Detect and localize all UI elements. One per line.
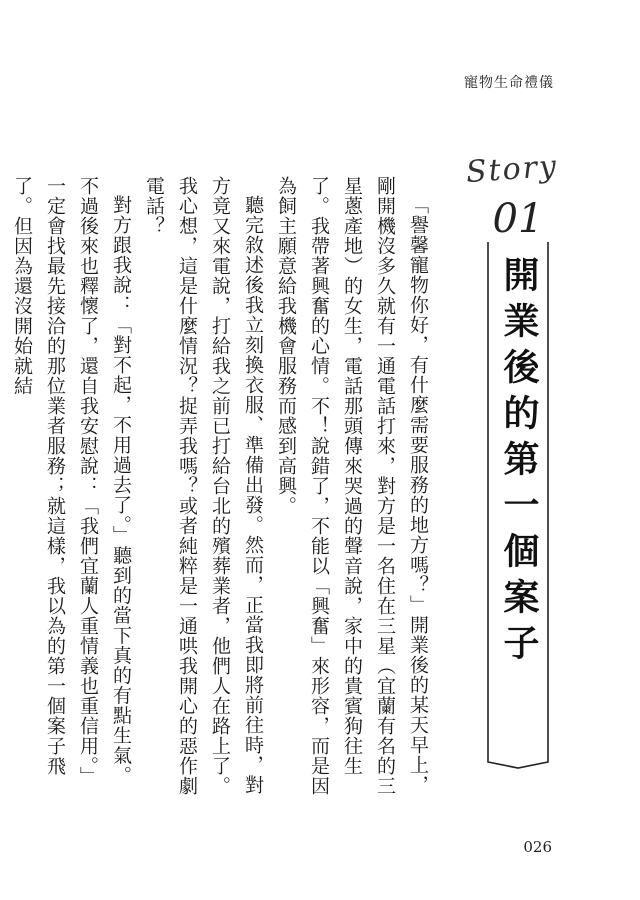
body-text — [11, 176, 434, 796]
page-number: 026 — [523, 838, 552, 856]
chapter-number: 01 — [492, 196, 544, 242]
running-head: 寵物生命禮儀 — [464, 75, 554, 91]
story-tag: Story — [464, 148, 560, 191]
paragraph: 聽完敘述後我立刻換衣服、準備出發。然而，正當我即將前往時，對方竟又來電說，打給我之前已打給台北的殯葬業者，他們人在路上了。我心想，這是什麼情況？捉弄我嗎？或者純粹是一通哄我開心的惡作劇電話？ — [143, 176, 264, 796]
chapter-title: 開業後的第一個案子 — [498, 256, 539, 670]
paragraph: 對方跟我說：「對不起，不用過去了。」聽到的當下真的有點生氣。不過後來也釋懷了，還自我安慰說：「我們宜蘭人重情義也重信用。」一定會找最先接洽的那位業者服務；就這樣，我以為的第一個案子飛了。但因為還沒開始就結 — [11, 176, 132, 787]
chapter-title-box — [484, 196, 552, 770]
paragraph: 「譽馨寵物你好，有什麼需要服務的地方嗎？」開業後的某天早上，剛開機沒多久就有一通電話打來，對方是一名住在三星（宜蘭有名的三星蔥產地）的女生，電話那頭傳來哭過的聲音說，家中的貴賓狗往生了。我帶著興奮的心情。不！說錯了，不能以「興奮」來形容，而是因為飼主願意給我機會服務而感到高興。 — [275, 176, 429, 796]
